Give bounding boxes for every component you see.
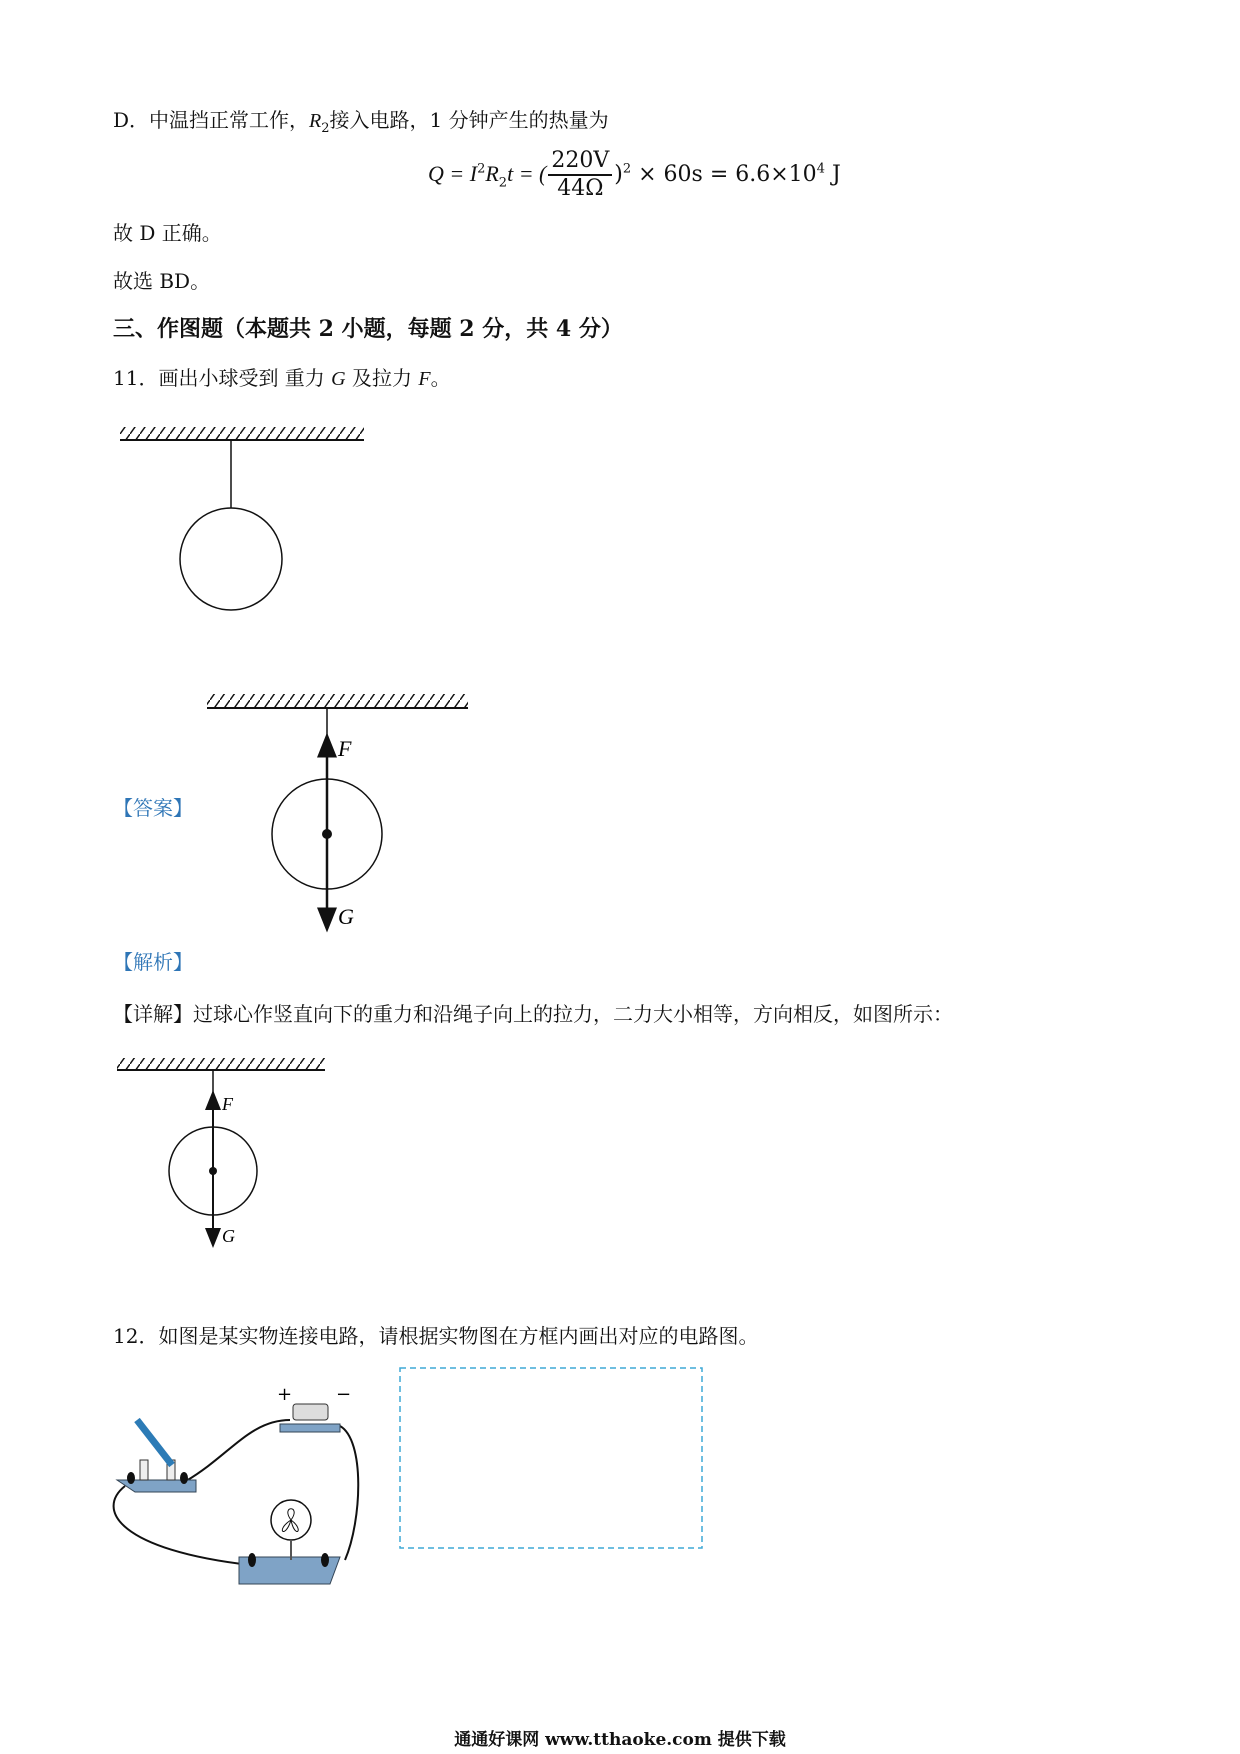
text: D．中温挡正常工作，: [113, 108, 310, 132]
f-exp: 2: [622, 161, 632, 177]
f-unit: J: [824, 162, 841, 187]
text: 接入电路，1 分钟产生的热量为: [329, 108, 609, 132]
section-heading: 三、作图题（本题共 2 小题，每题 2 分，共 4 分）: [113, 316, 623, 342]
center-dot: [322, 829, 332, 839]
terminal: [127, 1472, 135, 1484]
answer-label: 【答案】: [113, 796, 193, 820]
numerator: 220V: [548, 148, 612, 176]
answer-force-figure: [207, 694, 468, 929]
var: R: [309, 110, 322, 132]
wire: [186, 1420, 290, 1481]
battery: [293, 1404, 328, 1420]
wire: [114, 1486, 250, 1565]
var-f: F: [418, 368, 431, 390]
terminal: [180, 1472, 188, 1484]
ball-on-string-figure: [120, 427, 364, 610]
wire: [340, 1426, 358, 1560]
analysis-label: 【解析】: [113, 950, 193, 974]
denominator: 44Ω: [557, 176, 604, 201]
f-lhs: Q = I: [428, 161, 478, 186]
circuit-picture: [114, 1384, 359, 1584]
var-g: G: [331, 368, 346, 390]
text: 。: [430, 366, 451, 390]
label-f: F: [338, 736, 352, 761]
f-pow: 4: [816, 161, 825, 177]
battery-plus: +: [277, 1384, 293, 1405]
label-f: F: [222, 1094, 233, 1114]
conclusion: 故选 BD。: [113, 269, 211, 293]
detail-force-figure: [117, 1058, 325, 1246]
text: 及拉力: [345, 366, 419, 390]
label-g: G: [338, 904, 354, 929]
f-t: t = (: [507, 161, 547, 186]
f-tail: × 60s = 6.6×10: [631, 162, 817, 187]
ceiling-hatch: [120, 427, 364, 439]
answer-box[interactable]: [400, 1368, 702, 1548]
f-sq: 2: [477, 161, 486, 177]
sub: 2: [321, 121, 330, 136]
battery-base: [280, 1424, 340, 1432]
f-rest: ): [614, 162, 623, 187]
question-12: 12．如图是某实物连接电路，请根据实物图在方框内画出对应的电路图。: [113, 1324, 759, 1348]
terminal: [321, 1553, 329, 1567]
f-rsub: 2: [498, 175, 508, 191]
ceiling-hatch: [117, 1058, 325, 1069]
text: 11．画出小球受到 重力: [113, 366, 332, 390]
detail-label: 【详解】: [113, 1002, 193, 1026]
ball: [180, 508, 282, 610]
switch-post: [140, 1460, 148, 1480]
footer: 通通好课网 www.tthaoke.com 提供下载: [454, 1730, 786, 1750]
battery-minus: −: [336, 1384, 352, 1405]
ceiling-hatch: [207, 694, 468, 707]
label-g: G: [222, 1226, 235, 1246]
switch-lever: [137, 1420, 172, 1465]
center-dot: [209, 1167, 217, 1175]
detail-text: 过球心作竖直向下的重力和沿绳子向上的拉力，二力大小相等，方向相反，如图所示：: [193, 1002, 953, 1026]
terminal: [248, 1553, 256, 1567]
conclusion-d: 故 D 正确。: [113, 221, 222, 245]
f-r: R: [485, 161, 499, 186]
